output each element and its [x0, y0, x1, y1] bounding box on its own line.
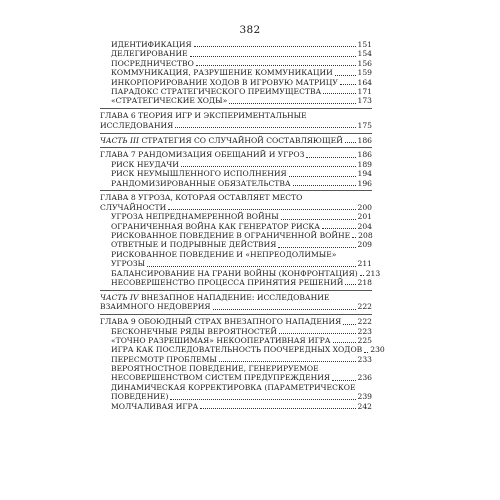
toc-entry-page: 159	[357, 68, 372, 78]
toc-entry	[100, 336, 372, 345]
part-3-entry	[100, 136, 372, 145]
toc-entry-page: 230	[370, 345, 385, 355]
toc-entry	[100, 268, 381, 278]
toc-entry-page: 213	[365, 268, 381, 278]
toc-entry	[100, 49, 372, 58]
chapter-7-entry	[100, 150, 372, 159]
chapter-6-entry	[100, 121, 372, 130]
toc-entry	[100, 87, 372, 96]
chapter-8-title: ГЛАВА 8 УГРОЗА, КОТОРАЯ ОСТАВЛЯЕТ МЕСТО	[100, 193, 303, 203]
toc-entry-page: 186	[357, 150, 372, 160]
toc-entry-page: 173	[357, 96, 372, 106]
toc-entry-page: 151	[357, 39, 372, 49]
toc-entry	[100, 59, 372, 68]
toc-entry-title: КОММУНИКАЦИЯ, РАЗРУШЕНИЕ КОММУНИКАЦИИ	[111, 68, 333, 78]
toc-entry-title-line1: ВЕРОЯТНОСТНОЕ ПОВЕДЕНИЕ, ГЕНЕРИРУЕМОЕ	[111, 364, 319, 374]
toc-entry-title-line1: РИСКОВАННОЕ ПОВЕДЕНИЕ И «НЕПРЕОДОЛИМЫЕ»	[111, 249, 337, 259]
toc-entry-title: ИДЕНТИФИКАЦИЯ	[111, 39, 192, 49]
toc-entry-title: ИГРА КАК ПОСЛЕДОВАТЕЛЬНОСТЬ ПООЧЕРЕДНЫХ ХОДОВ	[111, 345, 363, 355]
toc-entry	[100, 259, 372, 268]
toc-entry-title: ГЛАВА 9 ОБОЮДНЫЙ СТРАХ ВНЕЗАПНОГО НАПАДЕНИЯ	[100, 317, 342, 327]
toc-entry	[100, 78, 372, 87]
toc-entry-page: 225	[357, 335, 372, 345]
toc-entry-title: РИСКОВАННОЕ ПОВЕДЕНИЕ В ОГРАНИЧЕННОЙ ВОЙНЕ	[111, 231, 351, 241]
toc-entry-title: «СТРАТЕГИЧЕСКИЕ ХОДЫ»	[111, 96, 228, 106]
toc-entry-page: 186	[357, 135, 372, 145]
toc-entry	[100, 345, 385, 355]
toc-entry-title: «ТОЧНО РАЗРЕШИМАЯ» НЕКООПЕРАТИВНАЯ ИГРА	[111, 335, 331, 345]
toc-entry-page: 218	[357, 277, 372, 287]
toc-entry-title: ОТВЕТНЫЕ И ПОДРЫВНЫЕ ДЕЙСТВИЯ	[111, 240, 277, 250]
part-title: СТРАТЕГИЯ СО СЛУЧАЙНОЙ СОСТАВЛЯЮЩЕЙ	[141, 135, 343, 145]
toc-entry-page: 194	[357, 169, 372, 179]
toc-entry-title: НЕСОВЕРШЕНСТВОМ СИСТЕМ ПРЕДУПРЕЖДЕНИЯ	[111, 373, 331, 383]
part-label: ЧАСТЬ III	[100, 135, 140, 145]
toc-entry-page: 236	[357, 373, 372, 383]
table-of-contents	[100, 39, 385, 411]
toc-entry-page: 200	[357, 202, 372, 212]
part-4-entry	[100, 302, 372, 311]
toc-entry-title: ГЛАВА 7 РАНДОМИЗАЦИЯ ОБЕЩАНИЙ И УГРОЗ	[100, 150, 305, 160]
part-4-title	[100, 293, 372, 302]
toc-entry-title: НЕСОВЕРШЕНСТВО ПРОЦЕССА ПРИНЯТИЯ РЕШЕНИЙ	[111, 277, 344, 287]
toc-entry-page: 175	[357, 120, 372, 130]
toc-entry-page: 223	[357, 326, 372, 336]
toc-entry-page: 154	[357, 49, 372, 59]
toc-entry	[100, 169, 372, 178]
toc-entry-page: 222	[357, 317, 372, 327]
toc-entry	[100, 160, 372, 169]
toc-entry-title: ПОВЕДЕНИЕ)	[111, 392, 169, 402]
toc-entry-title: ПАРАДОКС СТРАТЕГИЧЕСКОГО ПРЕИМУЩЕСТВА	[111, 86, 322, 96]
toc-entry-page: 222	[357, 302, 372, 312]
toc-entry	[100, 278, 372, 287]
toc-entry	[100, 402, 372, 411]
toc-entry	[100, 240, 372, 249]
toc-entry-title: ПЕРЕСМОТР ПРОБЛЕМЫ	[111, 354, 217, 364]
toc-entry-title: ВЗАИМНОГО НЕДОВЕРИЯ	[100, 302, 211, 312]
toc-entry-page: 204	[357, 221, 372, 231]
toc-entry-page: 209	[357, 240, 372, 250]
toc-entry	[100, 40, 372, 49]
toc-entry-page: 201	[357, 212, 372, 222]
toc-entry	[100, 179, 372, 188]
toc-entry-title-line1: ДИНАМИЧЕСКАЯ КОРРЕКТИРОВКА (ПАРАМЕТРИЧЕСКОЕ	[111, 382, 356, 392]
section-divider	[100, 290, 372, 291]
toc-entry	[100, 327, 372, 336]
toc-entry-title: ИНКОРПОРИРОВАНИЕ ХОДОВ В ИГРОВУЮ МАТРИЦУ	[111, 77, 338, 87]
toc-entry-page: 208	[358, 231, 373, 241]
toc-entry-title: ОГРАНИЧЕННАЯ ВОЙНА КАК ГЕНЕРАТОР РИСКА	[111, 221, 321, 231]
toc-entry-page: 242	[357, 401, 372, 411]
toc-entry-title: МОЛЧАЛИВАЯ ИГРА	[111, 401, 199, 411]
toc-entry	[100, 212, 372, 221]
toc-entry-title: СЛУЧАЙНОСТИ	[100, 202, 167, 212]
toc-entry	[100, 231, 372, 240]
toc-entry-page: 233	[357, 354, 372, 364]
page-number: 382	[239, 24, 261, 36]
toc-entry-page: 171	[357, 86, 372, 96]
section-divider	[100, 190, 372, 191]
chapter-8-entry	[100, 203, 372, 212]
part-title: ВНЕЗАПНОЕ НАПАДЕНИЕ: ИССЛЕДОВАНИЕ	[140, 292, 330, 302]
toc-entry-title: ИССЛЕДОВАНИЯ	[100, 120, 174, 130]
toc-entry-title: РАНДОМИЗИРОВАННЫЕ ОБЯЗАТЕЛЬСТВА	[111, 178, 291, 188]
toc-entry-title: УГРОЗЫ	[111, 259, 146, 269]
toc-entry-page: 156	[357, 58, 372, 68]
toc-entry-title: УГРОЗА НЕПРЕДНАМЕРЕННОЙ ВОЙНЫ	[111, 212, 279, 222]
toc-entry	[100, 96, 372, 105]
section-divider	[100, 147, 372, 148]
toc-entry	[100, 374, 372, 383]
toc-entry	[100, 392, 372, 401]
part-label: ЧАСТЬ IV	[100, 292, 139, 302]
toc-entry-title: ПОСРЕДНИЧЕСТВО	[111, 58, 194, 68]
toc-entry	[100, 222, 372, 231]
toc-entry-title: ДЕЛЕГИРОВАНИЕ	[111, 49, 188, 59]
toc-entry-title: БЕСКОНЕЧНЫЕ РЯДЫ ВЕРОЯТНОСТЕЙ	[111, 326, 277, 336]
toc-entry-title: РИСК НЕУМЫШЛЕННОГО ИСПОЛНЕНИЯ	[111, 169, 287, 179]
section-divider	[100, 133, 372, 134]
toc-entry-page: 239	[357, 392, 372, 402]
chapter-6-title: ГЛАВА 6 ТЕОРИЯ ИГР И ЭКСПЕРИМЕНТАЛЬНЫЕ	[100, 111, 307, 121]
chapter-9-entry	[100, 317, 372, 326]
toc-entry	[100, 355, 372, 364]
toc-entry-page: 189	[357, 159, 372, 169]
toc-entry-page: 211	[357, 259, 372, 269]
toc-entry-page: 196	[357, 178, 372, 188]
toc-entry-page: 164	[357, 77, 372, 87]
section-divider	[100, 314, 372, 315]
section-divider	[100, 108, 372, 109]
toc-entry	[100, 68, 372, 77]
toc-entry-title: РИСК НЕУДАЧИ	[111, 159, 179, 169]
toc-entry-title: БАЛАНСИРОВАНИЕ НА ГРАНИ ВОЙНЫ (КОНФРОНТАЦИЯ)	[111, 268, 358, 278]
